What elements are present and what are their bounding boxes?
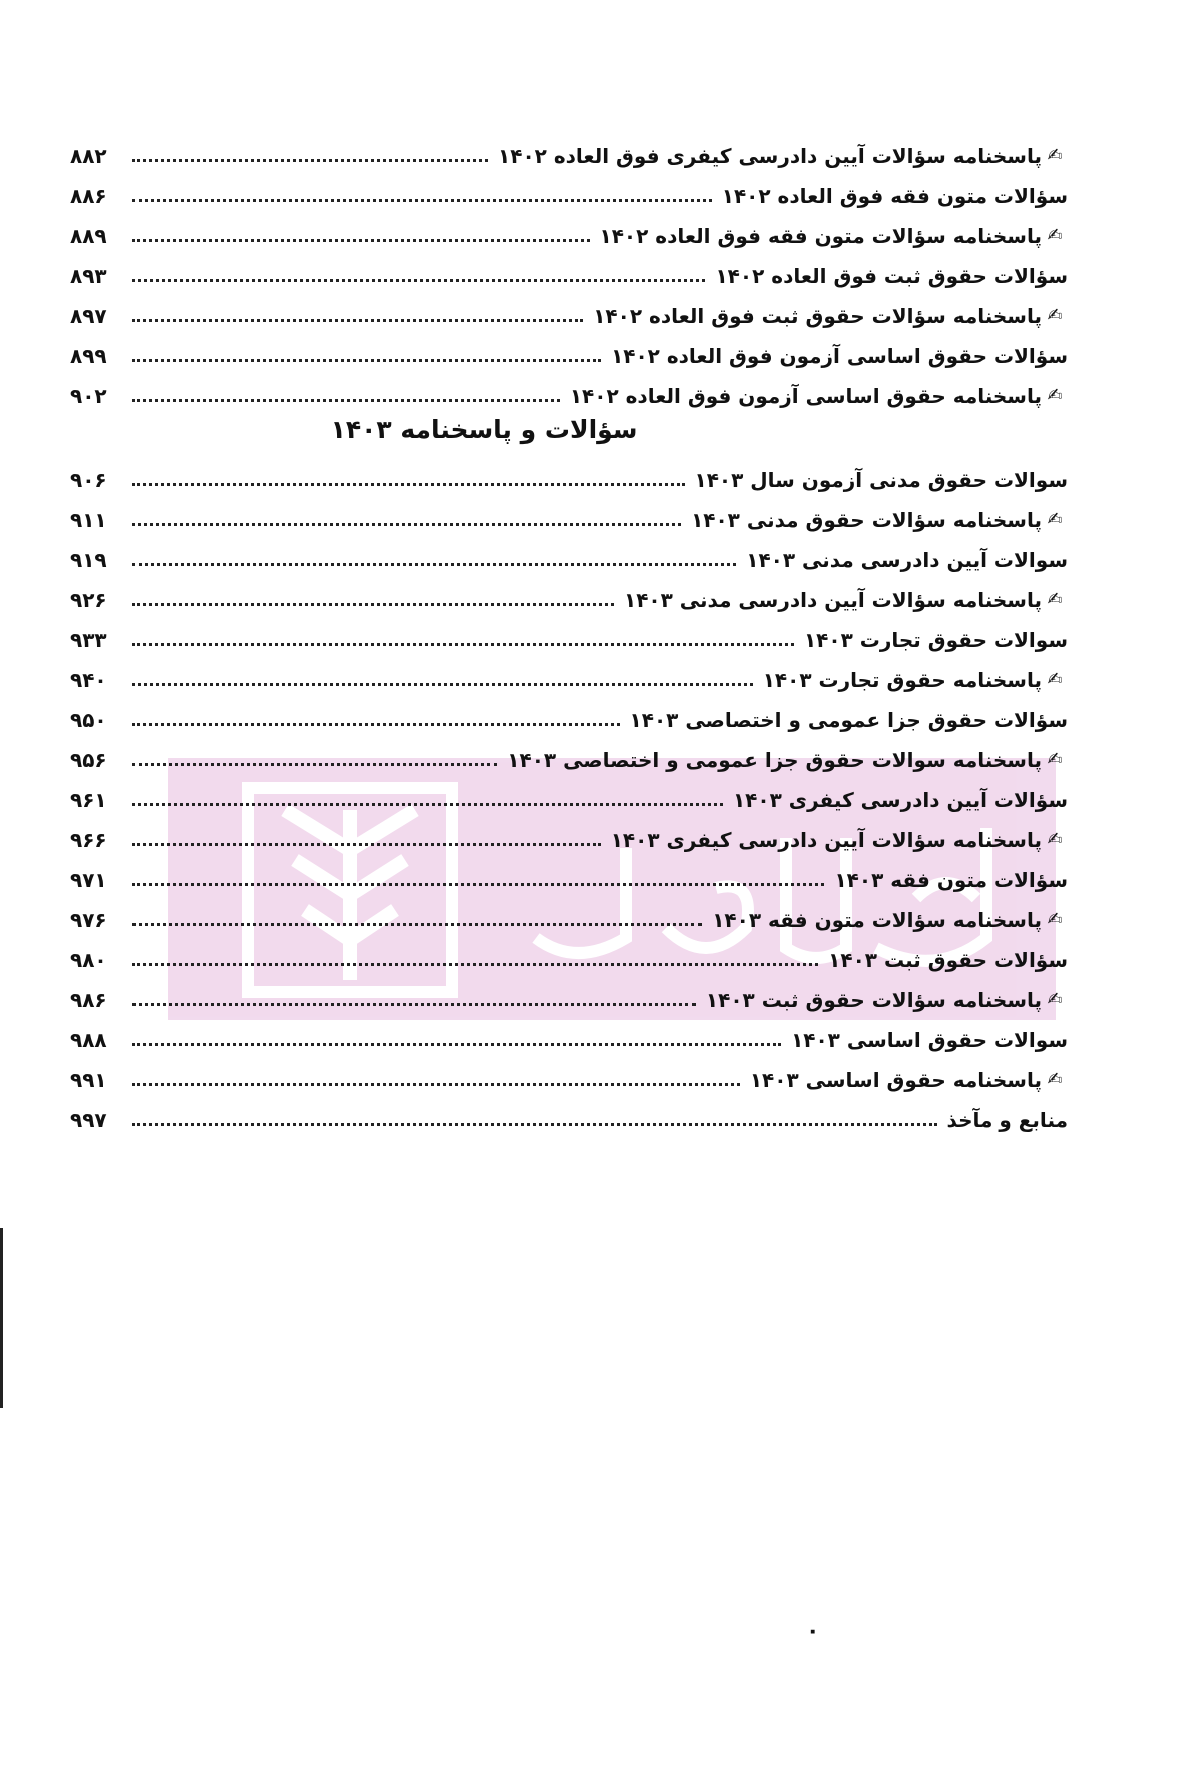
- toc-entry-title: پاسخنامه سؤالات متون فقه فوق العاده ۱۴۰۲: [599, 224, 1042, 248]
- dot-leader: [132, 803, 723, 806]
- toc-entry: [70, 492, 1068, 532]
- toc-entry-page-number: ۹۰۲: [70, 384, 107, 408]
- toc-entry: [70, 972, 1068, 1012]
- toc-entry-title: پاسخنامه سوالات حقوق جزا عمومی و اختصاصی ۱۴۰۳: [507, 748, 1042, 772]
- toc-entry: [70, 532, 1068, 572]
- dot-leader: [132, 883, 824, 886]
- dot-leader: [132, 963, 818, 966]
- dot-leader: [132, 1083, 740, 1086]
- toc-entry-title: سوالات حقوق مدنی آزمون سال ۱۴۰۳: [694, 468, 1068, 492]
- toc-entry: [70, 288, 1068, 328]
- toc-entry-page-number: ۹۸۸: [70, 1028, 107, 1052]
- toc-entry-page-number: ۹۹۱: [70, 1068, 107, 1092]
- toc-entry-page-number: ۸۹۷: [70, 304, 107, 328]
- writing-hand-icon: ✍: [1047, 385, 1063, 406]
- toc-entry-title: پاسخنامه سؤالات حقوق مدنی ۱۴۰۳: [691, 508, 1042, 532]
- toc-entry: [70, 128, 1068, 168]
- toc-entry-title: سوالات حقوق تجارت ۱۴۰۳: [803, 628, 1068, 652]
- toc-entry-page-number: ۹۴۰: [70, 668, 107, 692]
- toc-entry-page-number: ۹۹۷: [70, 1108, 107, 1132]
- toc-entry: [70, 452, 1068, 492]
- toc-entry-page-number: ۹۷۶: [70, 908, 107, 932]
- toc-entry-title: پاسخنامه سؤالات آیین دادرسی مدنی ۱۴۰۳: [624, 588, 1042, 612]
- dot-leader: [132, 723, 620, 726]
- dot-leader: [132, 843, 601, 846]
- toc-entry-title: پاسخنامه حقوق اساسی آزمون فوق العاده ۱۴۰۲: [569, 384, 1042, 408]
- dot-leader: [132, 523, 681, 526]
- toc-entry: [70, 932, 1068, 972]
- toc-entry-page-number: ۹۱۱: [70, 508, 107, 532]
- dot-leader: [132, 1123, 937, 1126]
- dot-leader: [132, 683, 753, 686]
- writing-hand-icon: ✍: [1047, 829, 1063, 850]
- dot-leader: [132, 643, 794, 646]
- writing-hand-icon: ✍: [1047, 509, 1063, 530]
- toc-entry: [70, 812, 1068, 852]
- toc-entry-page-number: ۹۲۶: [70, 588, 107, 612]
- toc-entry-page-number: ۸۹۳: [70, 264, 107, 288]
- toc-entry-page-number: ۸۸۲: [70, 144, 107, 168]
- writing-hand-icon: ✍: [1047, 1069, 1063, 1090]
- toc-entry-title: سؤالات آیین دادرسی کیفری ۱۴۰۳: [732, 788, 1068, 812]
- toc-entry-title: سوالات آیین دادرسی مدنی ۱۴۰۳: [746, 548, 1068, 572]
- dot-leader: [132, 159, 488, 162]
- toc-entry-page-number: ۹۷۱: [70, 868, 107, 892]
- section-heading: سؤالات و پاسخنامه ۱۴۰۳: [330, 415, 638, 444]
- toc-entry: [70, 892, 1068, 932]
- toc-entry-page-number: ۹۳۳: [70, 628, 107, 652]
- toc-entry-page-number: ۹۱۹: [70, 548, 107, 572]
- toc-entry-title: پاسخنامه سؤالات متون فقه ۱۴۰۳: [712, 908, 1042, 932]
- dot-leader: [132, 399, 560, 402]
- toc-entry: [70, 1052, 1068, 1092]
- toc-group-1402: [70, 128, 1068, 408]
- toc-entry-page-number: ۹۸۰: [70, 948, 107, 972]
- dot-leader: [132, 1043, 781, 1046]
- toc-entry: [70, 1092, 1068, 1132]
- toc-entry-title: پاسخنامه سؤالات حقوق ثبت ۱۴۰۳: [705, 988, 1042, 1012]
- writing-hand-icon: ✍: [1047, 589, 1063, 610]
- toc-entry-page-number: ۹۵۰: [70, 708, 107, 732]
- toc-entry-page-number: ۸۸۶: [70, 184, 107, 208]
- toc-entry-title: سؤالات حقوق اساسی آزمون فوق العاده ۱۴۰۲: [611, 344, 1068, 368]
- toc-entry-page-number: ۹۶۱: [70, 788, 107, 812]
- toc-entry: [70, 1012, 1068, 1052]
- toc-entry: [70, 208, 1068, 248]
- dot-leader: [132, 1003, 696, 1006]
- toc-entry-page-number: ۹۵۶: [70, 748, 107, 772]
- page-folio: ۰: [806, 1619, 820, 1644]
- toc-entry: [70, 852, 1068, 892]
- dot-leader: [132, 359, 601, 362]
- toc-entry-title: سؤالات حقوق جزا عمومی و اختصاصی ۱۴۰۳: [629, 708, 1068, 732]
- toc-entry: [70, 652, 1068, 692]
- table-of-contents: [70, 128, 1068, 1132]
- toc-entry-title: پاسخنامه سؤالات آیین دادرسی کیفری ۱۴۰۳: [610, 828, 1042, 852]
- toc-entry-page-number: ۹۶۶: [70, 828, 107, 852]
- writing-hand-icon: ✍: [1047, 225, 1063, 246]
- dot-leader: [132, 319, 583, 322]
- dot-leader: [132, 923, 702, 926]
- writing-hand-icon: ✍: [1047, 989, 1063, 1010]
- toc-entry: [70, 732, 1068, 772]
- dot-leader: [132, 199, 712, 202]
- toc-entry: [70, 692, 1068, 732]
- toc-entry-title: سؤالات متون فقه ۱۴۰۳: [834, 868, 1068, 892]
- writing-hand-icon: ✍: [1047, 145, 1063, 166]
- writing-hand-icon: ✍: [1047, 909, 1063, 930]
- writing-hand-icon: ✍: [1047, 669, 1063, 690]
- toc-entry-title: سؤالات حقوق ثبت فوق العاده ۱۴۰۲: [715, 264, 1068, 288]
- dot-leader: [132, 483, 685, 486]
- dot-leader: [132, 563, 736, 566]
- dot-leader: [132, 239, 590, 242]
- toc-entry-title: منابع و مآخذ: [946, 1108, 1068, 1132]
- writing-hand-icon: ✍: [1047, 749, 1063, 770]
- toc-entry-page-number: ۹۰۶: [70, 468, 107, 492]
- toc-entry-title: پاسخنامه سؤالات آیین دادرسی کیفری فوق العاده ۱۴۰۲: [498, 144, 1042, 168]
- toc-entry: [70, 328, 1068, 368]
- scan-edge-line: [0, 1228, 3, 1408]
- toc-entry-title: سؤالات متون فقه فوق العاده ۱۴۰۲: [721, 184, 1068, 208]
- toc-entry: [70, 572, 1068, 612]
- toc-entry-page-number: ۸۸۹: [70, 224, 107, 248]
- toc-entry-title: سؤالات حقوق ثبت ۱۴۰۳: [828, 948, 1068, 972]
- dot-leader: [132, 603, 614, 606]
- toc-entry-title: پاسخنامه حقوق تجارت ۱۴۰۳: [762, 668, 1042, 692]
- toc-group-1403: [70, 452, 1068, 1132]
- writing-hand-icon: ✍: [1047, 305, 1063, 326]
- dot-leader: [132, 763, 497, 766]
- dot-leader: [132, 279, 705, 282]
- toc-entry-title: سوالات حقوق اساسی ۱۴۰۳: [791, 1028, 1068, 1052]
- toc-entry: [70, 368, 1068, 408]
- toc-entry-title: پاسخنامه سؤالات حقوق ثبت فوق العاده ۱۴۰۲: [593, 304, 1042, 328]
- toc-entry-page-number: ۹۸۶: [70, 988, 107, 1012]
- toc-entry: [70, 168, 1068, 208]
- toc-entry-title: پاسخنامه حقوق اساسی ۱۴۰۳: [749, 1068, 1042, 1092]
- toc-entry: [70, 248, 1068, 288]
- toc-entry-page-number: ۸۹۹: [70, 344, 107, 368]
- toc-entry: [70, 612, 1068, 652]
- toc-entry: [70, 772, 1068, 812]
